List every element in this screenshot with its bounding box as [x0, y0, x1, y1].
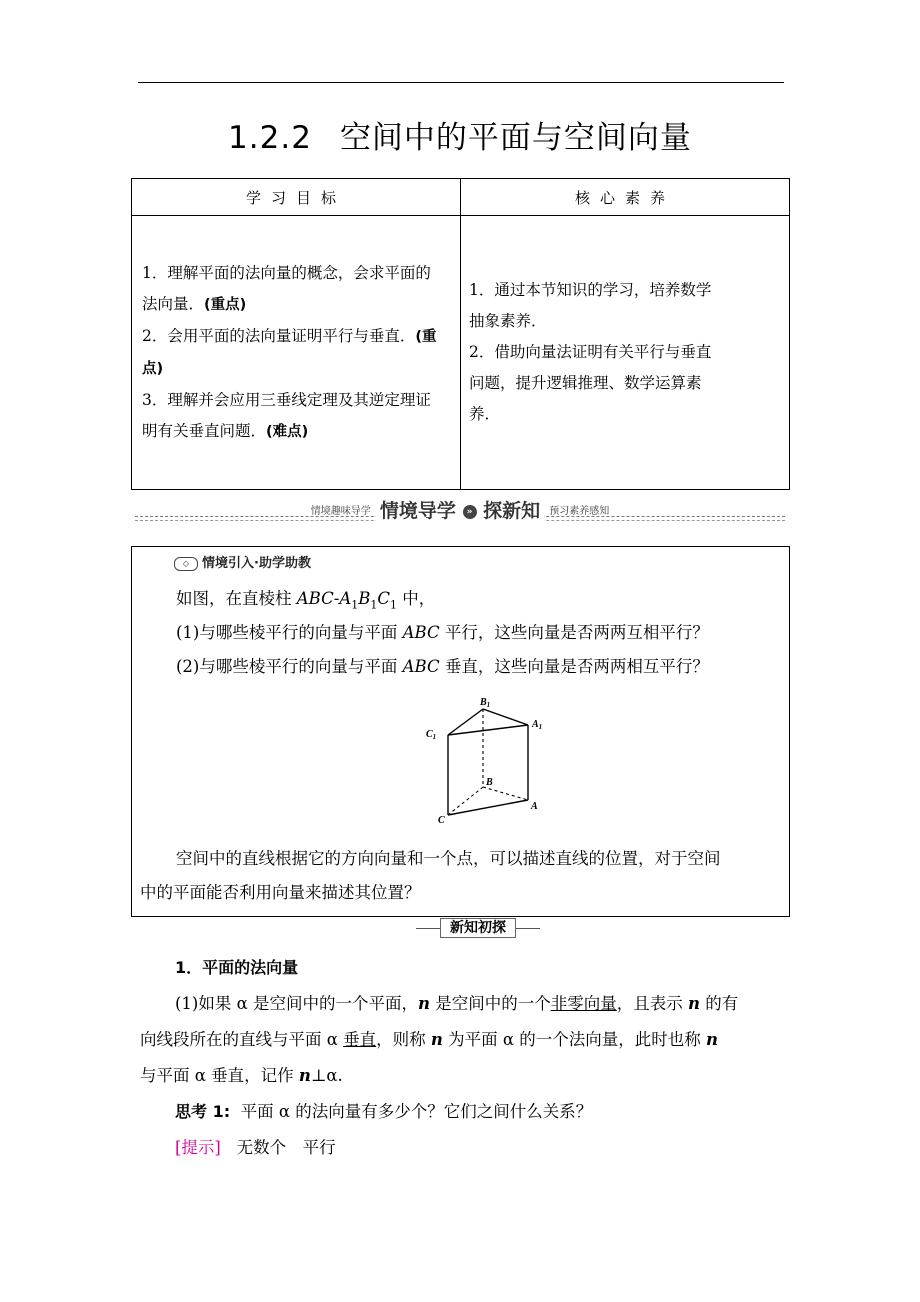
header-core-literacy: 核心素养 — [461, 179, 790, 216]
literacy-item: 1．通过本节知识的学习，培养数学 抽象素养． — [469, 281, 712, 330]
new-knowledge-tag — [416, 918, 540, 938]
banner-left-label: 情境趣味导学 — [310, 506, 371, 517]
core-literacy-cell — [461, 216, 790, 490]
learning-goals-cell — [132, 216, 461, 490]
scene-question-2: (2)与哪些棱平行的向量与平面 ABC 垂直，这些向量是否两两相互平行？ — [176, 657, 709, 676]
banner-inner — [135, 496, 785, 523]
label-B: B — [486, 777, 493, 788]
scene-intro: 如图，在直棱柱 ABC-$A_1B_1C_1$ 中， — [176, 589, 436, 612]
think-question: 思考 1: 平面 α 的法向量有多少个？它们之间什么关系？ — [175, 1102, 593, 1121]
top-rule — [138, 82, 784, 83]
label-C1: $C_1$ — [426, 729, 437, 741]
section-title: 空间中的平面与空间向量 — [339, 120, 692, 156]
scene-header: ◇ 情境引入·助学助教 — [174, 552, 311, 571]
section-number: 1.2.2 — [228, 120, 312, 156]
goal-item: 1．理解平面的法向量的概念，会求平面的 法向量．(重点) — [142, 263, 431, 313]
literacy-item: 2．借助向量法证明有关平行与垂直 问题，提升逻辑推理、数学运算素 养． — [469, 343, 712, 423]
goals-table — [131, 178, 790, 490]
scene-box — [131, 546, 790, 917]
scene-question-1: (1)与哪些棱平行的向量与平面 ABC 平行，这些向量是否两两互相平行？ — [176, 623, 709, 642]
label-A: A — [531, 801, 538, 812]
section-banner — [135, 496, 785, 526]
label-A1: $A_1$ — [532, 719, 543, 731]
banner-main: 情境导学 » 探新知 — [376, 500, 544, 522]
hint-label: [提示] — [175, 1138, 221, 1157]
scene-closing-line-2: 中的平面能否利用向量来描述其位置？ — [140, 883, 421, 902]
label-B1: $B_1$ — [480, 697, 491, 709]
arrow-icon: » — [463, 505, 477, 519]
label-C: C — [438, 815, 445, 825]
heading-normal-vector: 1．平面的法向量 — [175, 958, 299, 977]
hint: [提示] 无数个 平行 — [175, 1138, 336, 1157]
prism-figure — [420, 695, 560, 825]
goal-item: 2．会用平面的法向量证明平行与垂直．(重 点) — [142, 326, 437, 377]
banner-right-label: 预习素养感知 — [549, 506, 610, 517]
scene-closing-line-1: 空间中的直线根据它的方向向量和一个点，可以描述直线的位置，对于空间 — [176, 849, 721, 868]
definition-line-1: (1)如果 α 是空间中的一个平面，n 是空间中的一个非零向量，且表示 n 的有 — [175, 994, 739, 1013]
header-learning-goals: 学习目标 — [132, 179, 461, 216]
page-title — [0, 112, 920, 157]
scene-badge-icon: ◇ — [174, 557, 198, 571]
definition-line-3: 与平面 α 垂直，记作 n⊥α. — [140, 1066, 343, 1085]
tag-label: 新知初探 — [440, 918, 516, 938]
goal-item: 3．理解并会应用三垂线定理及其逆定理证 明有关垂直问题．(难点) — [142, 390, 431, 440]
definition-line-2: 向线段所在的直线与平面 α 垂直，则称 n 为平面 α 的一个法向量，此时也称 n — [140, 1030, 719, 1049]
